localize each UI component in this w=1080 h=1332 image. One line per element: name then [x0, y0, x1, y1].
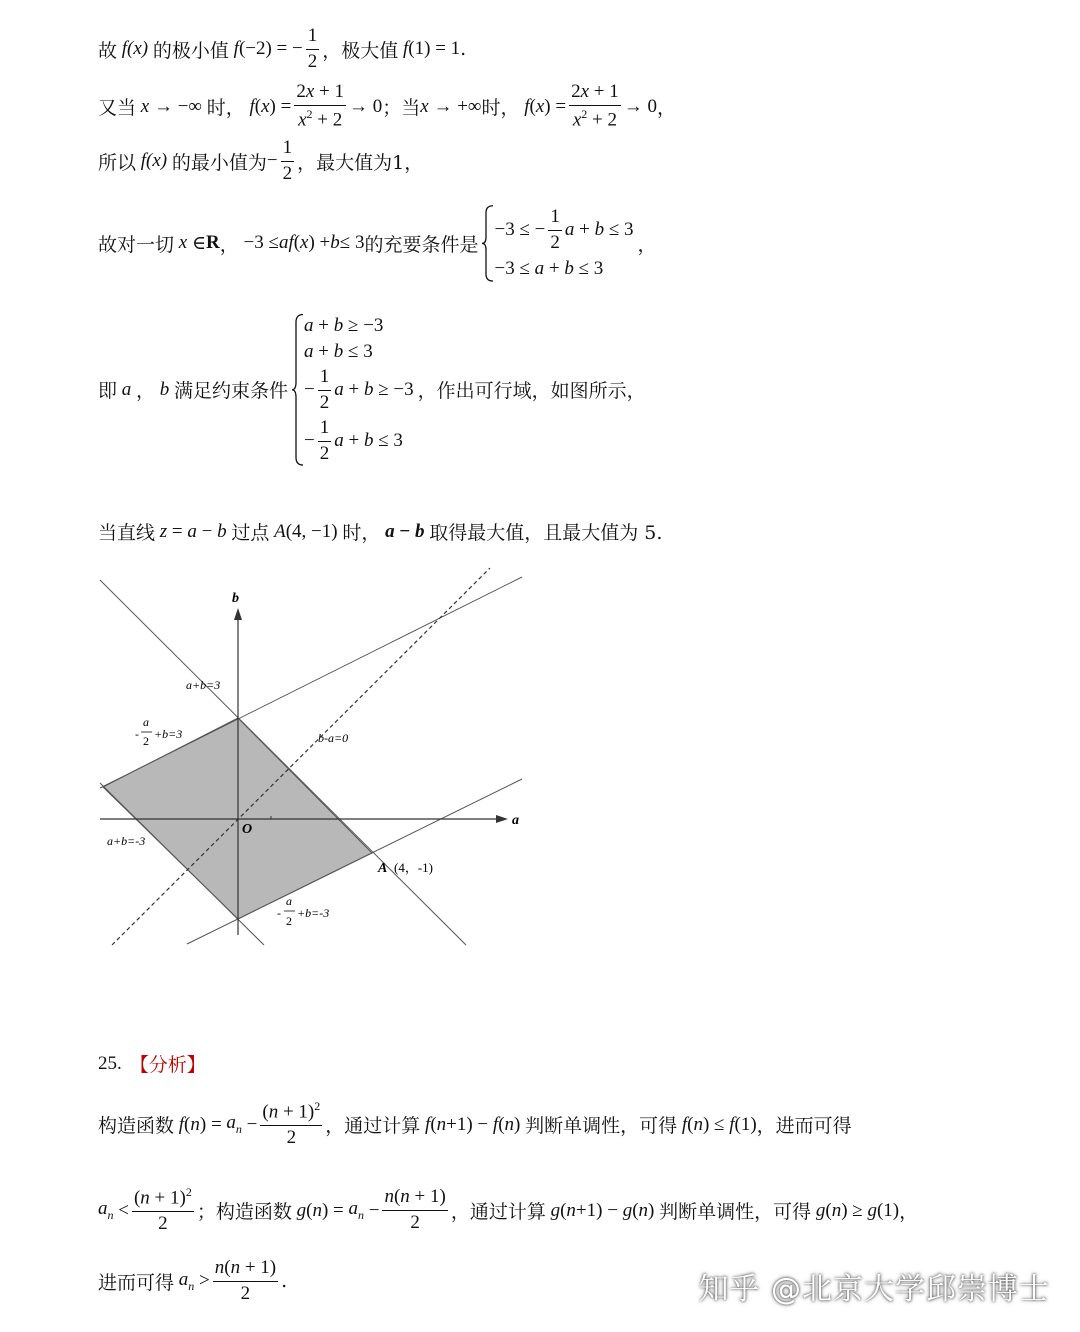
line-min-max-conclusion: 所以 f(x) 的最小值为 − $\frac{1}{2}$ ，最大值为1， [98, 137, 424, 184]
axis-b-arrow [234, 608, 242, 620]
section-25-paragraph-2: $a_n$ < $\frac{(n + 1)^2}{2}$ ；构造函数 g ( n ) = $a_n$ − $\frac{n(n + 1)}{2}$ ，通过计算 g ( n +1) − g ( n ) 判断单调性，可得 g ( n ) ≥ g (1) ， [98, 1185, 919, 1235]
label-a-plus-b-3: a+b=3 [186, 678, 221, 692]
label-half-top-minus: - [135, 727, 139, 741]
section-number: 25. [98, 1052, 122, 1074]
feasible-region-graph [90, 560, 540, 960]
label-half-top-num: a [143, 715, 149, 729]
label-half-bot-num: a [286, 894, 292, 908]
section-25-paragraph-3: 进而可得 $a_n$ > $\frac{n(n + 1)}{2}$ . [98, 1257, 288, 1304]
label-half-bot-den: 2 [286, 914, 292, 928]
fraction-one-half: $\frac{1}{2}$ [307, 25, 318, 72]
axis-a-arrow [496, 815, 508, 823]
label-a-plus-b-neg3: a+b=-3 [107, 834, 146, 848]
label-half-top-den: 2 [143, 734, 149, 748]
line-maximum-value: 当直线 z = a − b 过点 A (4, −1) 时， a − b 取得最大值，且最大值为 5. [98, 520, 663, 544]
system-two-inequalities: −3 ≤ − $\frac{1}{2}$ a + b ≤ 3 −3 ≤ a + b ≤ 3 [482, 205, 633, 282]
left-brace [482, 205, 494, 282]
point-a-coords: (4，-1) [394, 860, 433, 875]
origin-label: O [242, 822, 253, 837]
section-title: 【分析】 [129, 1054, 206, 1076]
axis-a-label: a [512, 813, 519, 828]
line-constraint-system: 即 a ， b 满足约束条件 a + b ≥ −3 a + b ≤ 3 − $\frac{1}{2}$ a + b ≥ −3 − $\frac{1}{2}$ a + b ≤ 3 ，作出可行域，如图所示， [98, 313, 646, 467]
label-half-top-rest: +b=3 [154, 727, 183, 741]
section-25-paragraph-1: 构造函数 f ( n ) = $a_n$ − $\frac{(n + 1)^2}{2}$ ，通过计算 f ( n +1) − f ( n ) 判断单调性，可得 f ( n ) ≤ f (1) ，进而可得 [98, 1099, 852, 1149]
line-half-a-plus-b-3 [100, 577, 522, 788]
line-min-max-values: 故 f(x) 的极小值 f (−2) = − $\frac{1}{2}$ ，极大值 f (1) = 1 . [98, 25, 467, 72]
watermark: 知乎 @北京大学邱崇博士 [698, 1272, 1050, 1307]
label-half-bot-minus: - [277, 906, 281, 920]
line-necessary-sufficient-condition: 故对一切 x ∈ R ， −3 ≤ af ( x ) + b ≤ 3 的充要条件是 −3 ≤ − $\frac{1}{2}$ a + b ≤ 3 −3 ≤ a + b ≤ 3 ， [98, 205, 657, 282]
left-brace [292, 313, 304, 467]
line-limits: 又当 x → −∞ 时， f ( x ) = $\frac{2x + 1}{x^2 + 2}$ → 0 ；当 x → +∞ 时， f ( x ) = $\frac{2x + 1}{x^2 + 2}$ → 0 ， [98, 81, 676, 131]
system-four-inequalities: a + b ≥ −3 a + b ≤ 3 − $\frac{1}{2}$ a + b ≥ −3 − $\frac{1}{2}$ a + b ≤ 3 [292, 313, 414, 467]
section-25-heading [98, 1050, 206, 1077]
label-b-minus-a-0: b-a=0 [318, 731, 349, 745]
axis-b-label: b [232, 591, 239, 606]
label-half-bot-rest: +b=-3 [297, 906, 330, 920]
point-a-label: A [378, 861, 388, 876]
